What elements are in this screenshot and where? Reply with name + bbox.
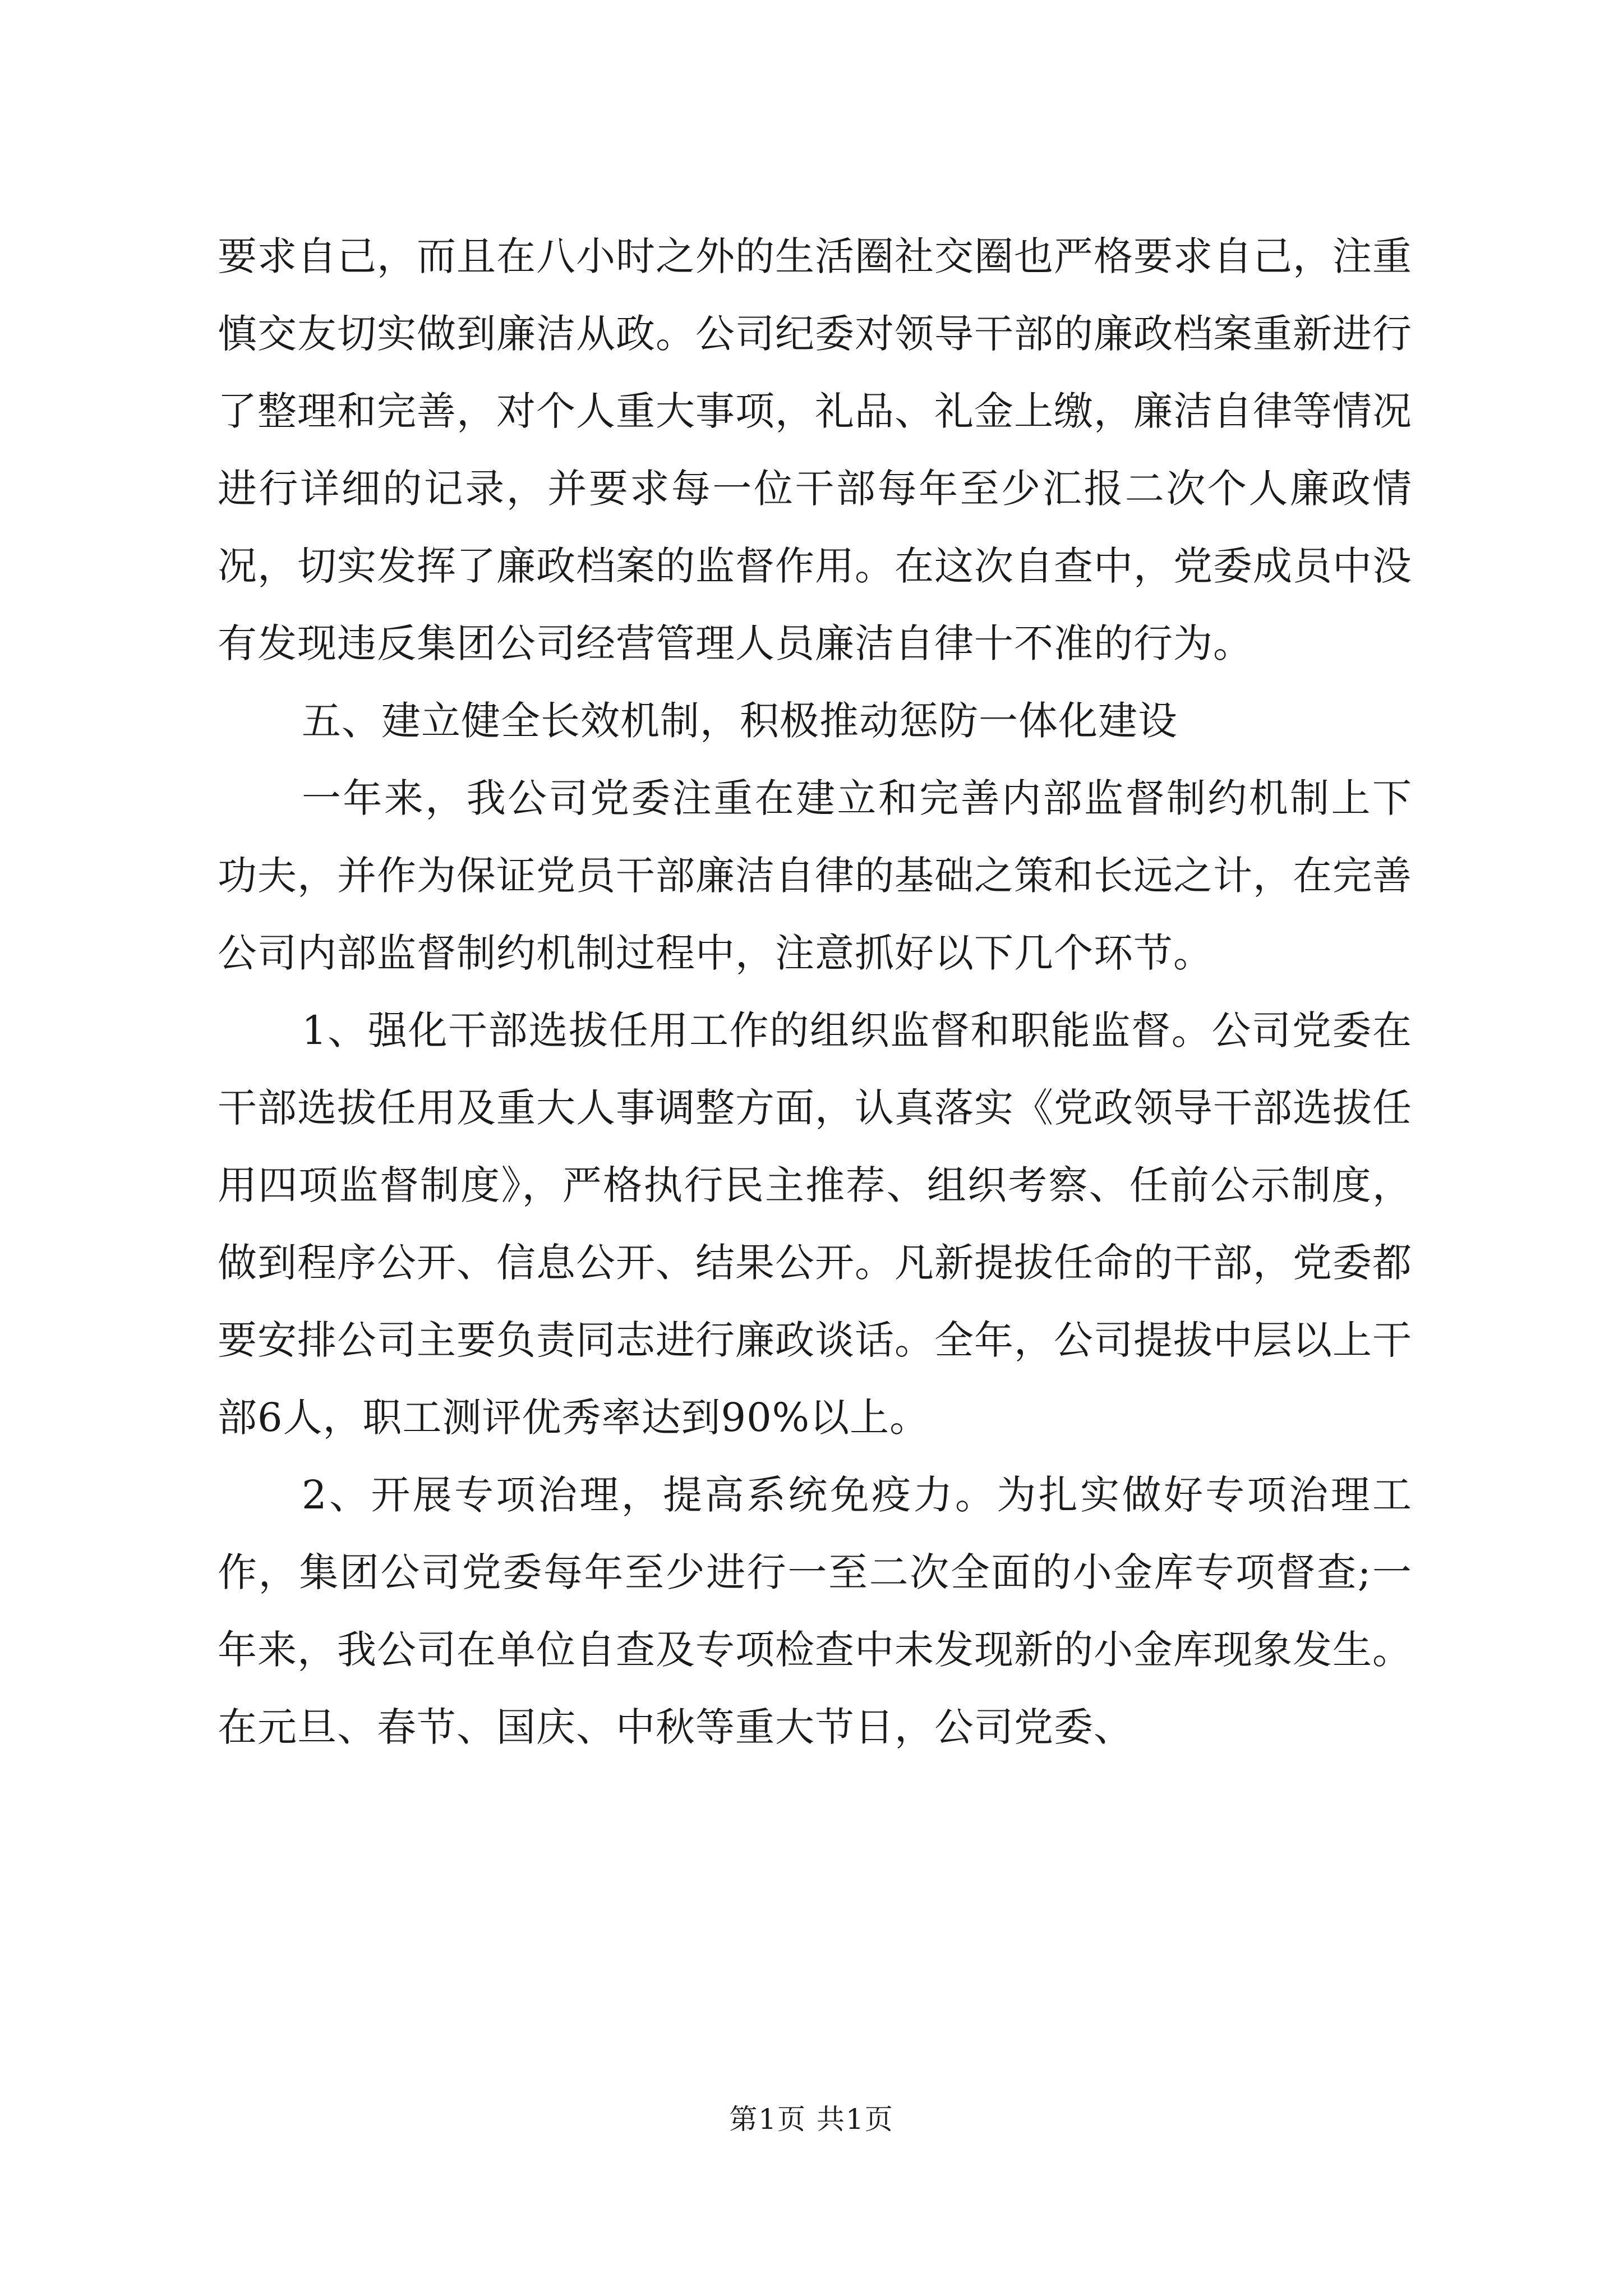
document-body — [218, 218, 1412, 1766]
paragraph-continuation: 要求自己，而且在八小时之外的生活圈社交圈也严格要求自己，注重慎交友切实做到廉洁从政。公司纪委对领导干部的廉政档案重新进行了整理和完善，对个人重大事项，礼品、礼金上缴，廉洁自律等情况进行详细的记录，并要求每一位干部每年至少汇报二次个人廉政情况，切实发挥了廉政档案的监督作用。在这次自查中，党委成员中没有发现违反集团公司经营管理人员廉洁自律十不准的行为。 — [218, 233, 1412, 666]
paragraph: 一年来，我公司党委注重在建立和完善内部监督制约机制上下功夫，并作为保证党员干部廉洁自律的基础之策和长远之计，在完善公司内部监督制约机制过程中，注意抓好以下几个环节。 — [218, 775, 1412, 976]
paragraph: 1、强化干部选拔任用工作的组织监督和职能监督。公司党委在干部选拔任用及重大人事调整方面，认真落实《党政领导干部选拔任用四项监督制度》，严格执行民主推荐、组织考察、任前公示制度，做到程序公开、信息公开、结果公开。凡新提拔任命的干部，党委都要安排公司主要负责同志进行廉政谈话。全年，公司提拔中层以上干部6人，职工测评优秀率达到90%以上。 — [218, 1007, 1412, 1441]
section-heading: 五、建立健全长效机制，积极推动惩防一体化建设 — [302, 698, 1178, 744]
page-footer: 第1页 共1页 — [729, 2103, 894, 2136]
paragraph: 2、开展专项治理，提高系统免疫力。为扎实做好专项治理工作，集团公司党委每年至少进行一至二次全面的小金库专项督查;一年来，我公司在单位自查及专项检查中未发现新的小金库现象发生。在元旦、春节、国庆、中秋等重大节日，公司党委、 — [218, 1472, 1412, 1750]
